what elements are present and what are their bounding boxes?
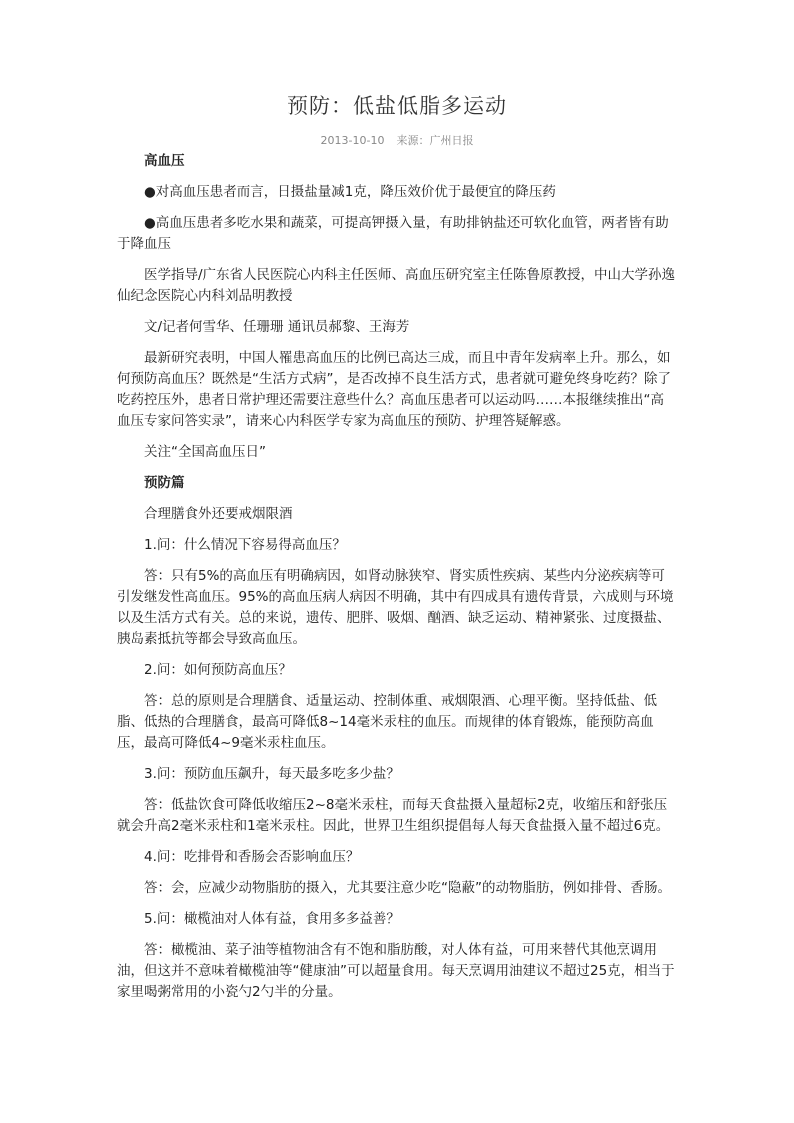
paragraph-spacer xyxy=(117,172,677,182)
article-source: 来源：广州日报 xyxy=(396,134,474,147)
paragraph-spacer xyxy=(117,463,677,473)
paragraph-spacer xyxy=(117,868,677,878)
paragraph-spacer xyxy=(117,930,677,940)
article-meta xyxy=(117,133,677,149)
paragraph: 答：总的原则是合理膳食、适量运动、控制体重、戒烟限酒、心理平衡。坚持低盐、低脂、低热的合理膳食，最高可降低8~14毫米汞柱的血压。而规律的体育锻炼，能预防高血压，最高可降低4~9毫米汞柱血压。 xyxy=(117,693,657,751)
paragraph: 答：橄榄油、菜子油等植物油含有不饱和脂肪酸，对人体有益，可用来替代其他烹调用油，但这并不意味着橄榄油等“健康油”可以超量食用。每天烹调用油建议不超过25克，相当于家里喝粥常用的小瓷勺2勺半的分量。 xyxy=(117,942,675,1000)
paragraph: 合理膳食外还要戒烟限酒 xyxy=(144,506,293,522)
paragraph: 3.问：预防血压飙升，每天最多吃多少盐？ xyxy=(144,766,400,782)
paragraph-spacer xyxy=(117,432,677,442)
article-body xyxy=(117,151,677,1003)
paragraph-spacer xyxy=(117,203,677,213)
paragraph-spacer xyxy=(117,307,677,317)
paragraph: ●对高血压患者而言，日摄盐量减1克，降压效价优于最便宜的降压药 xyxy=(144,184,556,200)
paragraph-spacer xyxy=(117,754,677,764)
paragraph: ●高血压患者多吃水果和蔬菜，可提高钾摄入量，有助排钠盐还可软化血管，两者皆有助于降血压 xyxy=(117,215,669,252)
paragraph: 4.问：吃排骨和香肠会否影响血压？ xyxy=(144,849,360,865)
section-heading: 预防篇 xyxy=(144,475,185,491)
paragraph-spacer xyxy=(117,556,677,566)
paragraph-spacer xyxy=(117,494,677,504)
section-heading: 高血压 xyxy=(144,153,185,169)
paragraph: 5.问：橄榄油对人体有益，食用多多益善？ xyxy=(144,911,400,927)
paragraph: 关注“全国高血压日” xyxy=(144,444,266,460)
paragraph-spacer xyxy=(117,837,677,847)
paragraph-spacer xyxy=(117,255,677,265)
paragraph: 文/记者何雪华、任珊珊 通讯员郝黎、王海芳 xyxy=(144,319,410,335)
paragraph: 2.问：如何预防高血压？ xyxy=(144,662,292,678)
paragraph: 答：只有5%的高血压有明确病因，如肾动脉狭窄、肾实质性疾病、某些内分泌疾病等可引发继发性高血压。95%的高血压病人病因不明确，其中有四成具有遗传背景，六成则与环境以及生活方式有关。总的来说，遗传、肥胖、吸烟、酗酒、缺乏运动、精神紧张、过度摄盐、胰岛素抵抗等都会导致高血压。 xyxy=(117,568,674,647)
paragraph: 最新研究表明，中国人罹患高血压的比例已高达三成，而且中青年发病率上升。那么，如何预防高血压？既然是“生活方式病”，是否改掉不良生活方式，患者就可避免终身吃药？除了吃药控压外，患者日常护理还需要注意些什么？高血压患者可以运动吗……本报继续推出“高血压专家问答实录”，请来心内科医学专家为高血压的预防、护理答疑解惑。 xyxy=(117,350,671,429)
paragraph-spacer xyxy=(117,899,677,909)
paragraph: 医学指导/广东省人民医院心内科主任医师、高血压研究室主任陈鲁原教授，中山大学孙逸仙纪念医院心内科刘品明教授 xyxy=(117,267,676,304)
paragraph-spacer xyxy=(117,525,677,535)
paragraph-spacer xyxy=(117,650,677,660)
paragraph: 答：会，应减少动物脂肪的摄入，尤其要注意少吃“隐蔽”的动物脂肪，例如排骨、香肠。 xyxy=(144,880,671,896)
paragraph-spacer xyxy=(117,681,677,691)
paragraph: 答：低盐饮食可降低收缩压2~8毫米汞柱，而每天食盐摄入量超标2克，收缩压和舒张压就会升高2毫米汞柱和1毫米汞柱。因此，世界卫生组织提倡每人每天食盐摄入量不超过6克。 xyxy=(117,797,670,834)
article-date: 2013-10-10 xyxy=(320,134,385,147)
article-title: 预防：低盐低脂多运动 xyxy=(287,94,507,118)
paragraph-spacer xyxy=(117,338,677,348)
paragraph: 1.问：什么情况下容易得高血压？ xyxy=(144,537,346,553)
paragraph-spacer xyxy=(117,785,677,795)
